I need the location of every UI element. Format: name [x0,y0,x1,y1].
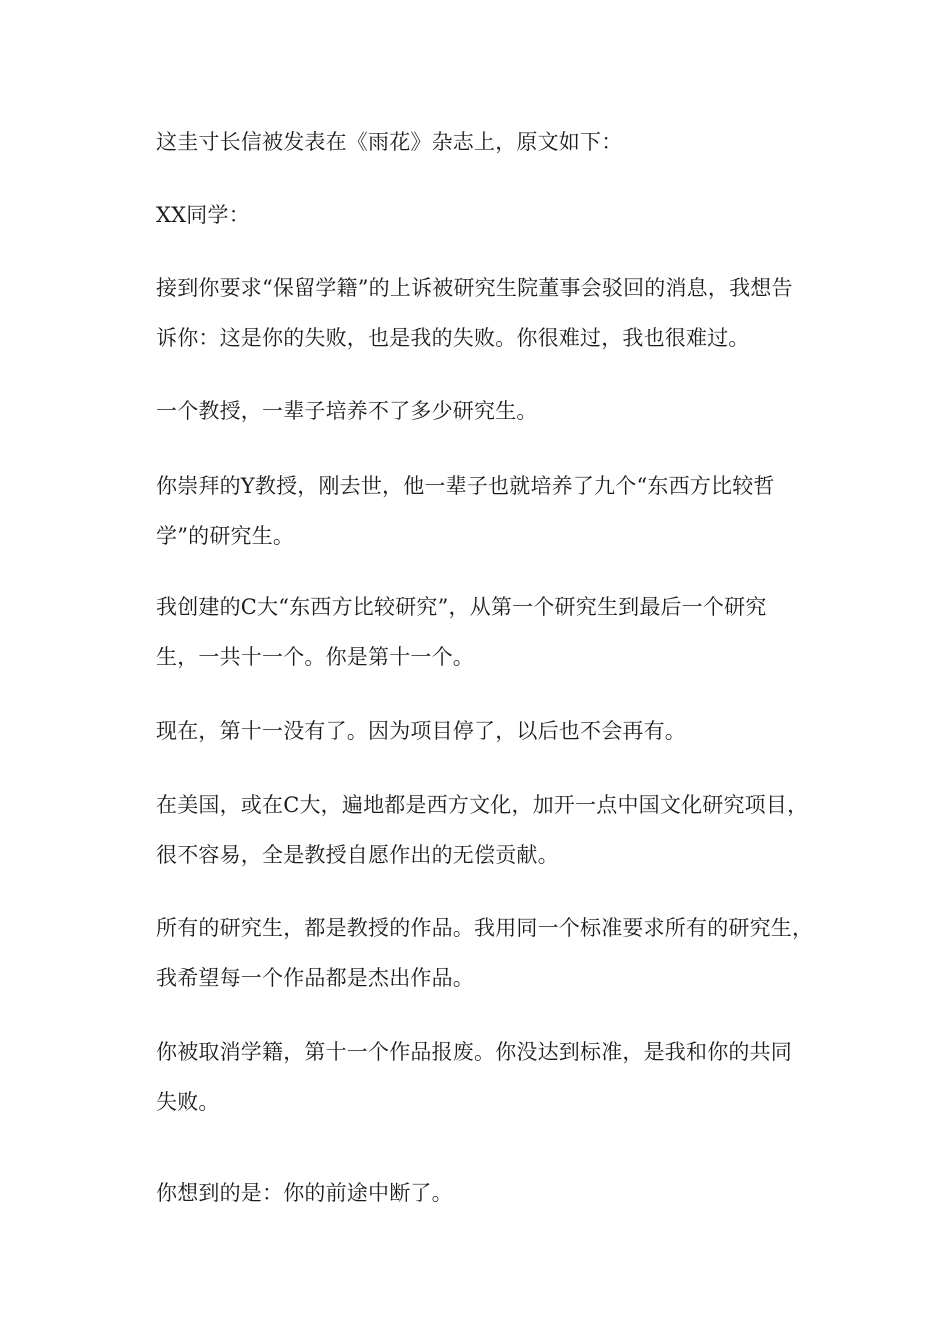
paragraph-line: 失败。 [156,1090,220,1114]
paragraph-line: 这圭寸长信被发表在《雨花》杂志上，原文如下： [156,130,623,154]
paragraph-line: 一个教授，一辈子培养不了多少研究生。 [156,399,538,423]
paragraph-eleventh [156,706,816,756]
paragraph-line: 你被取消学籍，第十一个作品报废。你没达到标准，是我和你的共同 [156,1040,792,1064]
paragraph-line: 很不容易，全是教授自愿作出的无偿贡献。 [156,843,559,867]
paragraph-line: 我创建的C大“东西方比较研究”，从第一个研究生到最后一个研究 [156,595,767,619]
paragraph-professor [156,386,816,436]
paragraph-america [156,780,816,880]
paragraph-line: 你想到的是：你的前途中断了。 [156,1181,453,1205]
paragraph-line: 诉你：这是你的失败，也是我的失败。你很难过，我也很难过。 [156,326,750,350]
paragraph-line: XX同学： [156,203,250,227]
paragraph-line: 学”的研究生。 [156,524,295,548]
paragraph-future [156,1168,816,1218]
paragraph-line: 所有的研究生，都是教授的作品。我用同一个标准要求所有的研究生， [156,916,814,940]
paragraph-works [156,903,816,1003]
paragraph-line: 生，一共十一个。你是第十一个。 [156,645,474,669]
paragraph-c-university [156,582,816,682]
paragraph-salutation [156,190,816,240]
paragraph-failure [156,1027,816,1127]
paragraph-y-professor [156,461,816,561]
paragraph-line: 现在，第十一没有了。因为项目停了，以后也不会再有。 [156,719,686,743]
paragraph-line: 在美国，或在C大，遍地都是西方文化，加开一点中国文化研究项目， [156,793,809,817]
paragraph-line: 接到你要求“保留学籍”的上诉被研究生院董事会驳回的消息，我想告 [156,276,793,300]
paragraph-intro [156,117,816,167]
paragraph-line: 我希望每一个作品都是杰出作品。 [156,966,474,990]
paragraph-line: 你崇拜的Y教授，刚去世，他一辈子也就培养了九个“东西方比较哲 [156,474,775,498]
paragraph-appeal [156,263,816,363]
